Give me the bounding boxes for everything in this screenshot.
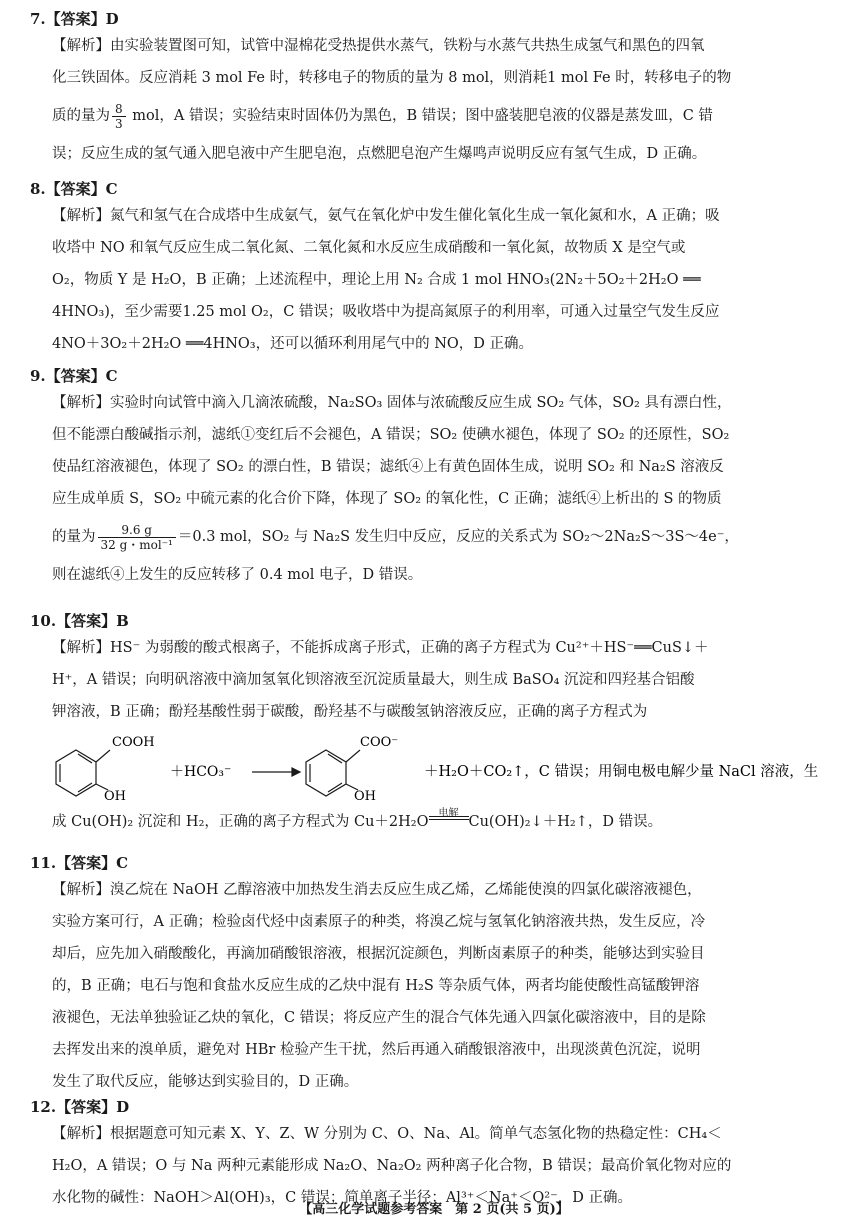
- analysis-line: 【解析】HS⁻ 为弱酸的酸式根离子，不能拆成离子形式，正确的离子方程式为 Cu²⁺＋HS⁻══CuS↓＋: [52, 640, 709, 656]
- question-9-answer: 9.【答案】C: [30, 367, 118, 385]
- analysis-line: 使品红溶液褪色，体现了 SO₂ 的漂白性，B 错误；滤纸④上有黄色固体生成，说明 SO₂ 和 Na₂S 溶液反: [52, 459, 724, 475]
- question-10-answer: 10.【答案】B: [30, 612, 129, 630]
- fraction-numerator: 9.6 g: [98, 523, 176, 538]
- question-9-analysis: [52, 387, 822, 591]
- fraction-suffix: mol，A 错误；实验结束时固体仍为黑色，B 错误；图中盛装肥皂液的仪器是蒸发皿，C 错: [132, 108, 713, 124]
- analysis-line-fraction: [52, 94, 822, 138]
- reactant-benzene-ring: [56, 750, 110, 796]
- analysis-line: O₂，物质 Y 是 H₂O，B 正确；上述流程中，理论上用 N₂ 合成 1 mol HNO₃(2N₂＋5O₂＋2H₂O ══: [52, 272, 701, 288]
- question-8-analysis: [52, 200, 822, 360]
- analysis-line: H⁺，A 错误；向明矾溶液中滴加氢氧化钡溶液至沉淀质量最大，则生成 BaSO₄ 沉淀和四羟基合铝酸: [52, 672, 695, 688]
- analysis-line: 【解析】由实验装置图可知，试管中湿棉花受热提供水蒸气，铁粉与水蒸气共热生成氢气和黑色的四氧: [52, 38, 705, 54]
- bicarbonate-term: ＋HCO₃⁻: [170, 764, 232, 780]
- page-footer: 【高三化学试题参考答案 第 2 页(共 5 页)】: [299, 1202, 569, 1217]
- analysis-line: 水化物的碱性：NaOH＞Al(OH)₃，C 错误；简单离子半径：Al³⁺＜Na⁺＜O²⁻，D 正确。: [52, 1190, 632, 1206]
- fraction-suffix: ＝0.3 mol，SO₂ 与 Na₂S 发生归中反应，反应的关系式为 SO₂～2Na₂S～3S～4e⁻，: [177, 529, 739, 545]
- analysis-line: 实验方案可行，A 正确；检验卤代烃中卤素原子的种类，将溴乙烷与氢氧化钠溶液共热，发生反应，冷: [52, 914, 706, 930]
- electrolysis-prefix: 成 Cu(OH)₂ 沉淀和 H₂，正确的离子方程式为 Cu＋2H₂O: [52, 814, 429, 830]
- reaction-arrow: [252, 768, 300, 776]
- analysis-line: 误；反应生成的氢气通入肥皂液中产生肥皂泡，点燃肥皂泡产生爆鸣声说明反应有氢气生成，D 正确。: [52, 146, 707, 162]
- analysis-line: 4NO＋3O₂＋2H₂O ══4HNO₃，还可以循环利用尾气中的 NO，D 正确。: [52, 336, 534, 352]
- question-7-answer: 7.【答案】D: [30, 10, 119, 28]
- analysis-line: 【解析】根据题意可知元素 X、Y、Z、W 分别为 C、O、Na、Al。简单气态氢化物的热稳定性：CH₄＜: [52, 1126, 722, 1142]
- equals-sign: [429, 816, 469, 820]
- question-8: [30, 178, 830, 360]
- salicylic-acid-equation: [52, 728, 822, 800]
- product-coo-label: COO⁻: [360, 735, 399, 750]
- question-7: [30, 8, 830, 170]
- question-10: [30, 610, 830, 840]
- product-benzene-ring: [306, 750, 360, 796]
- fraction-denominator: 3: [115, 116, 123, 131]
- question-9: [30, 365, 830, 591]
- analysis-line: H₂O，A 错误；O 与 Na 两种元素能形成 Na₂O、Na₂O₂ 两种离子化合物，B 错误；最高价氧化物对应的: [52, 1158, 732, 1174]
- question-11-analysis: [52, 874, 822, 1098]
- analysis-line: 4HNO₃)，至少需要1.25 mol O₂，C 错误；吸收塔中为提高氮原子的利用率，可通入过量空气发生反应: [52, 304, 720, 320]
- fraction-prefix: 质的量为: [52, 108, 110, 124]
- analysis-line: 【解析】氮气和氢气在合成塔中生成氨气，氨气在氧化炉中发生催化氧化生成一氧化氮和水，A 正确；吸: [52, 208, 720, 224]
- question-10-analysis: [52, 632, 822, 840]
- analysis-line: 但不能漂白酸碱指示剂，滤纸①变红后不会褪色，A 错误；SO₂ 使碘水褪色，体现了 SO₂ 的还原性，SO₂: [52, 427, 730, 443]
- reactant-oh-label: OH: [104, 789, 126, 800]
- question-8-answer: 8.【答案】C: [30, 180, 118, 198]
- analysis-line: 【解析】实验时向试管中滴入几滴浓硫酸，Na₂SO₃ 固体与浓硫酸反应生成 SO₂ 气体，SO₂ 具有漂白性，: [52, 395, 732, 411]
- analysis-line: 则在滤纸④上发生的反应转移了 0.4 mol 电子，D 错误。: [52, 567, 423, 583]
- fraction-denominator: 32 g・mol⁻¹: [100, 537, 173, 552]
- analysis-line: 去挥发出来的溴单质，避免对 HBr 检验产生干扰，然后再通入硝酸银溶液中，出现淡黄色沉淀，说明: [52, 1042, 701, 1058]
- equation-continuation: ＋H₂O＋CO₂↑，C 错误；用铜电极电解少量 NaCl 溶液，生: [424, 764, 819, 780]
- question-11-answer: 11.【答案】C: [30, 854, 129, 872]
- analysis-line: 液褪色，无法单独验证乙炔的氧化，C 错误；将反应产生的混合气体先通入四氯化碳溶液中，目的是除: [52, 1010, 706, 1026]
- product-oh-label: OH: [354, 789, 376, 800]
- electrolysis-arrow: [429, 808, 469, 826]
- electrolysis-condition: 电解: [438, 808, 459, 819]
- fraction-numerator: 8: [112, 102, 126, 117]
- analysis-line-fraction: [52, 515, 822, 559]
- analysis-line: 钾溶液，B 正确；酚羟基酸性弱于碳酸，酚羟基不与碳酸氢钠溶液反应，正确的离子方程式为: [52, 704, 648, 720]
- reactant-cooh-label: COOH: [112, 735, 155, 750]
- fraction: [112, 102, 126, 131]
- fraction: [98, 523, 176, 552]
- reaction-diagram: [52, 728, 822, 800]
- analysis-line: 化三铁固体。反应消耗 3 mol Fe 时，转移电子的物质的量为 8 mol，则消耗1 mol Fe 时，转移电子的物: [52, 70, 732, 86]
- analysis-line-electrolysis: [52, 800, 822, 840]
- fraction-prefix: 的量为: [52, 529, 96, 545]
- analysis-line: 却后，应先加入硝酸酸化，再滴加硝酸银溶液，根据沉淀颜色，判断卤素原子的种类，能够达到实验目: [52, 946, 705, 962]
- question-11: [30, 852, 830, 1098]
- analysis-line: 应生成单质 S，SO₂ 中硫元素的化合价下降，体现了 SO₂ 的氧化性，C 正确；滤纸④上析出的 S 的物质: [52, 491, 722, 507]
- analysis-line: 收塔中 NO 和氧气反应生成二氧化氮、二氧化氮和水反应生成硝酸和一氧化氮，故物质 X 是空气或: [52, 240, 686, 256]
- electrolysis-suffix: Cu(OH)₂↓＋H₂↑，D 错误。: [468, 814, 663, 830]
- question-7-analysis: [52, 30, 822, 170]
- analysis-line: 的，B 正确；电石与饱和食盐水反应生成的乙炔中混有 H₂S 等杂质气体，两者均能使酸性高锰酸钾溶: [52, 978, 700, 994]
- question-12: [30, 1096, 830, 1214]
- analysis-line: 发生了取代反应，能够达到实验目的，D 正确。: [52, 1074, 359, 1090]
- analysis-line: 【解析】溴乙烷在 NaOH 乙醇溶液中加热发生消去反应生成乙烯，乙烯能使溴的四氯化碳溶液褪色，: [52, 882, 702, 898]
- question-12-answer: 12.【答案】D: [30, 1098, 130, 1116]
